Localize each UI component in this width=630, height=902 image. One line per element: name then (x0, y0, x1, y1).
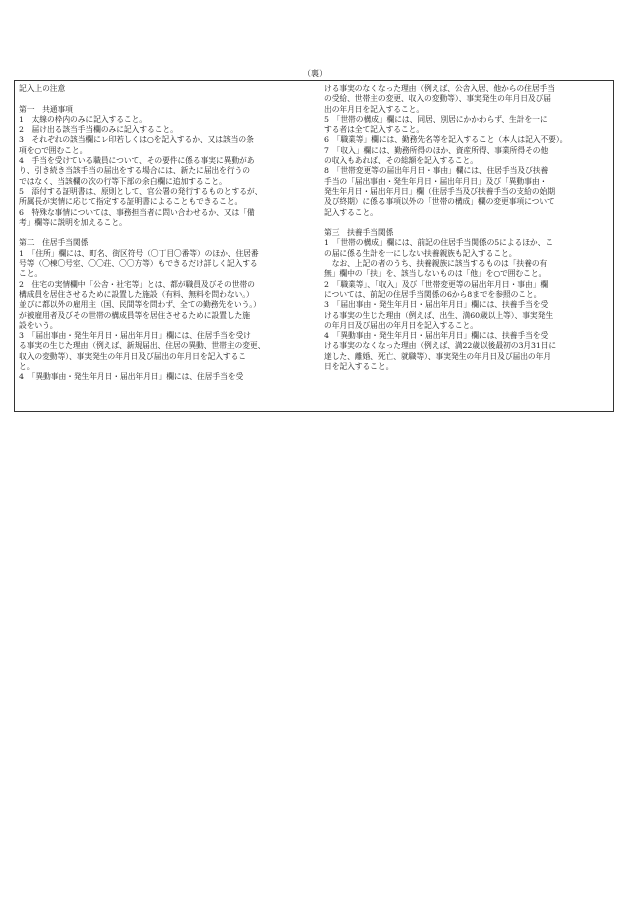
section3-item-line: 4 「異動事由・発生年月日・届出年月日」欄には、扶養手当を受 (324, 331, 549, 341)
section2-item-line: 構成員を居住させるために設置した施設（有料、無料を問わない。） (19, 289, 254, 299)
section3-item-line: なお、上記の者のうち、扶養親族に該当するものは「扶養の有 (324, 259, 548, 269)
section2-item-line: 収入の変動等）、事実発生の年月日及び届出の年月日を記入するこ (19, 351, 247, 361)
section3-item-line: については、前記の住居手当関係の6から8までを参照のこと。 (324, 289, 542, 299)
section1-item-line: 考」欄等に説明を加えること。 (19, 217, 127, 227)
section2-continued-items (324, 84, 608, 218)
section2-item-1 (19, 249, 309, 280)
section3-item-line: の届に係る生計を一にしない扶養親族も記入すること。 (324, 248, 517, 258)
section1-item-4 (19, 156, 309, 187)
section3-item-line: 日を記入すること。 (324, 362, 394, 372)
section2-item-line: る事実の生じた理由（例えば、新規届出、住居の異動、世帯主の変更、 (19, 341, 266, 351)
section2-item-line: 1 「住所」欄には、町名、街区符号（〇丁目〇番等）のほか、住居番 (19, 248, 259, 258)
section3-item-4 (324, 331, 608, 372)
section2-continued-item-4 (324, 146, 608, 167)
section2-continued-item-line: 7 「収入」欄には、勤務所得のほか、資産所得、事業所得その他 (324, 145, 549, 155)
section2-item-2 (19, 280, 309, 331)
section1-items (19, 115, 309, 228)
section1-item-line: り、引き続き当該手当の届出をする場合には、新たに届出を行うの (19, 166, 250, 176)
section2-continued-item-line: ける事実のなくなった理由（例えば、公舎入居、他からの住居手当 (324, 84, 555, 93)
section2-item-line: 2 住宅の実情欄中「公舎・社宅等」とは、都が職員及びその世帯の (19, 279, 255, 289)
section2-continued-item-line: 5 「世帯の構成」欄には、同居、別居にかかわらず、生計を一に (324, 114, 548, 124)
section3-item-line: 無」欄中の「扶」を、該当しないものは「他」を○で囲むこと。 (324, 269, 547, 279)
section2-item-line: 号等（〇棟〇号室、〇〇荘、〇〇方等）もできるだけ詳しく記入する (19, 259, 258, 269)
section2-item-line: 設をいう。 (19, 320, 58, 330)
section3-item-line: 3 「届出事由・発生年月日・届出年月日」欄には、扶養手当を受 (324, 300, 549, 310)
section2-continued-item-line: 記入すること。 (324, 207, 378, 217)
section2-title: 第二 住居手当関係 (19, 238, 89, 248)
section2-continued-item-line: 6 「職業等」欄には、勤務先名等を記入すること（本人は記入不要）。 (324, 135, 568, 145)
section1-item-line: 3 それぞれの該当欄にレ印若しくは○を記入するか、又は該当の条 (19, 135, 254, 145)
section3-item-line: 1 「世帯の構成」欄には、前記の住居手当関係の5によるほか、こ (324, 238, 554, 248)
section1-item-line: 5 添付する証明書は、原則として、官公署の発行するものとするが、 (19, 186, 263, 196)
page-title: （裏） (302, 68, 328, 78)
section1-item-line: 4 手当を受けている職員について、その要件に係る事実に異動があ (19, 156, 255, 166)
section2-item-4 (19, 372, 309, 382)
section2-items (19, 249, 309, 383)
section2-continued-item-line: の受給、世帯主の変更、収入の変動等）、事実発生の年月日及び届 (324, 94, 552, 104)
section1-item-line: 項を○で囲むこと。 (19, 145, 88, 155)
section1-item-2 (19, 125, 309, 135)
section3-item-line: 2 「職業等」、「収入」及び「世帯変更等の届出年月日・事由」欄 (324, 279, 549, 289)
section2-item-line: 3 「届出事由・発生年月日・届出年月日」欄には、住居手当を受け (19, 331, 251, 341)
section2-continued-item-line: 発生年月日・届出年月日」欄（住居手当及び扶養手当の支給の始期 (324, 186, 555, 196)
section2-item-3 (19, 331, 309, 372)
section2-continued-item-line: 及び終期）に係る事項以外の「世帯の構成」欄の変更事項について (324, 197, 555, 207)
section2-item-line: と。 (19, 362, 35, 372)
section3-item-1 (324, 238, 608, 279)
section2-continued-item-line: 8 「世帯変更等の届出年月日・事由」欄には、住居手当及び扶養 (324, 166, 549, 176)
section2-continued-item-2 (324, 115, 608, 136)
section2-item-line: 並びに都以外の雇用主（国、民間等を問わず、全ての勤務先をいう。） (19, 300, 261, 310)
section1-item-line: 2 届け出る該当手当欄のみに記入すること。 (19, 125, 178, 135)
section3-item-2 (324, 280, 608, 301)
section2-continued-item-1 (324, 84, 608, 115)
section2-item-line: こと。 (19, 269, 43, 279)
section1-item-line: 所属長が実情に応じて指定する証明書によることもできること。 (19, 197, 243, 207)
section3-item-line: の年月日及び届出の年月日を記入すること。 (324, 320, 478, 330)
section3-item-line: ける事実の生じた理由（例えば、出生、満60歳以上等）、事実発生 (324, 310, 554, 320)
notes-right-column (324, 84, 608, 372)
section3-title: 第三 扶養手当関係 (324, 228, 394, 238)
section3-items (324, 238, 608, 372)
section1-title: 第一 共通事項 (19, 104, 73, 114)
notes-left-column (19, 84, 309, 383)
section1-item-5 (19, 187, 309, 208)
section2-item-line: 4 「異動事由・発生年月日・届出年月日」欄には、住居手当を受 (19, 372, 244, 382)
notes-frame (14, 80, 614, 412)
section2-continued-item-line: する者は全て記入すること。 (324, 125, 425, 135)
section3-item-line: 達した、離婚、死亡、就職等）、事実発生の年月日及び届出の年月 (324, 351, 552, 361)
section1-item-line: 6 特殊な事情については、事務担当者に問い合わせるか、又は「備 (19, 207, 255, 217)
notes-header: 記入上の注意 (19, 84, 66, 93)
section1-item-3 (19, 135, 309, 156)
section2-continued-item-line: の収入もあれば、その総額を記入すること。 (324, 156, 478, 166)
section2-continued-item-line: 出の年月日を記入すること。 (324, 104, 425, 114)
section2-continued-item-line: 手当の「届出事由・発生年月日・届出年月日」及び「異動事由・ (324, 176, 548, 186)
section1-item-line: ではなく、当該欄の次の行等下部の余白欄に追加すること。 (19, 176, 227, 186)
section3-item-line: ける事実のなくなった理由（例えば、満22歳以後最初の3月31日に (324, 341, 557, 351)
section2-continued-item-3 (324, 135, 608, 145)
section2-item-line: が被雇用者及びその世帯の構成員等を居住させるために設置した施 (19, 310, 250, 320)
section1-item-6 (19, 208, 309, 229)
section2-continued-item-5 (324, 166, 608, 217)
section3-item-3 (324, 300, 608, 331)
section1-item-1 (19, 115, 309, 125)
section1-item-line: 1 太線の枠内のみに記入すること。 (19, 114, 148, 124)
